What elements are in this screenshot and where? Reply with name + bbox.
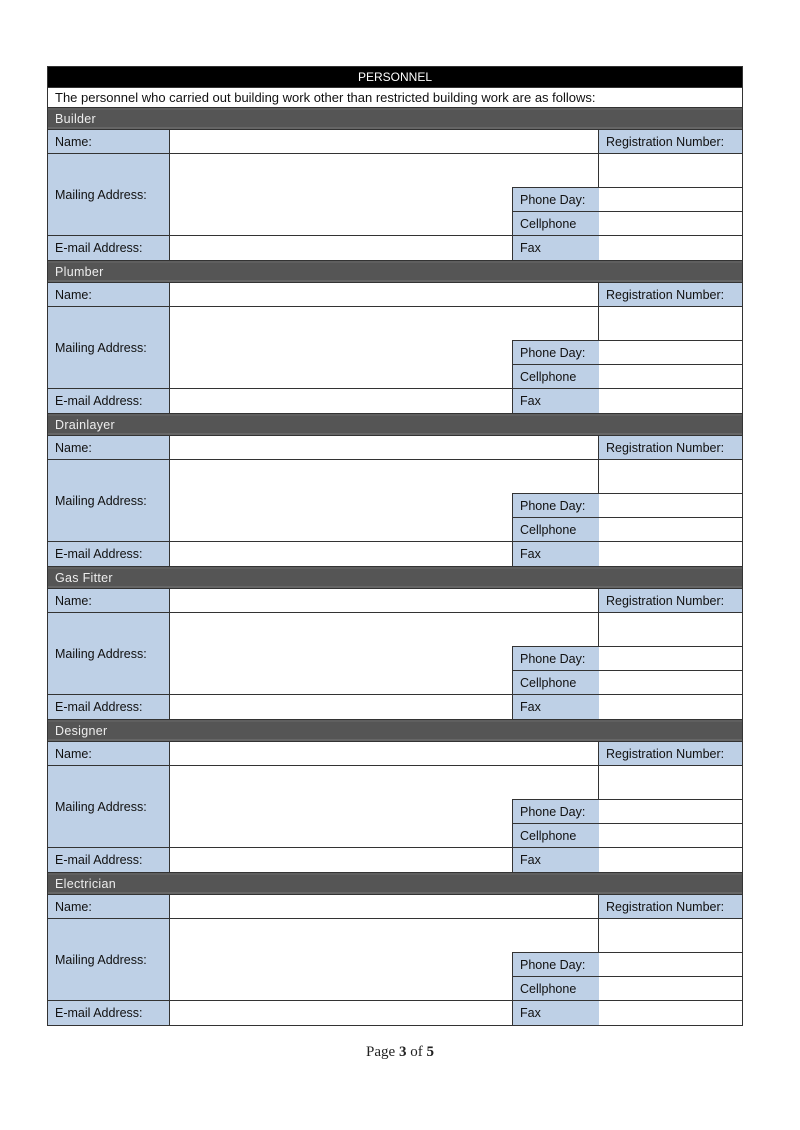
cellphone-label: Cellphone xyxy=(512,212,600,236)
fax-label: Fax xyxy=(513,848,600,873)
email-field[interactable] xyxy=(170,1001,513,1026)
email-field[interactable] xyxy=(170,695,513,720)
email-label: E-mail Address: xyxy=(48,695,170,720)
personnel-section xyxy=(48,567,742,720)
name-field[interactable] xyxy=(170,589,599,613)
phone-day-label: Phone Day: xyxy=(512,952,600,977)
mailing-address-label: Mailing Address: xyxy=(48,154,170,236)
phone-day-label: Phone Day: xyxy=(512,340,600,365)
total-pages: 5 xyxy=(426,1044,434,1060)
email-label: E-mail Address: xyxy=(48,389,170,414)
cellphone-field[interactable] xyxy=(599,671,742,695)
mailing-address-label: Mailing Address: xyxy=(48,307,170,389)
section-header: Plumber xyxy=(48,261,742,283)
cellphone-field[interactable] xyxy=(599,518,742,542)
fax-field[interactable] xyxy=(599,848,742,873)
form-intro: The personnel who carried out building work other than restricted building work are as follows: xyxy=(48,88,742,108)
name-label: Name: xyxy=(48,130,170,154)
registration-number-field[interactable] xyxy=(599,919,742,953)
cellphone-field[interactable] xyxy=(599,824,742,848)
registration-label: Registration Number: xyxy=(599,283,742,307)
cellphone-field[interactable] xyxy=(599,365,742,389)
personnel-section xyxy=(48,108,742,261)
personnel-section xyxy=(48,873,742,1026)
cellphone-label: Cellphone xyxy=(512,977,600,1001)
email-label: E-mail Address: xyxy=(48,236,170,261)
name-label: Name: xyxy=(48,742,170,766)
email-field[interactable] xyxy=(170,542,513,567)
name-label: Name: xyxy=(48,436,170,460)
cellphone-label: Cellphone xyxy=(512,518,600,542)
phone-day-field[interactable] xyxy=(599,188,742,212)
of-word: of xyxy=(410,1044,423,1060)
fax-label: Fax xyxy=(513,695,600,720)
cellphone-label: Cellphone xyxy=(512,365,600,389)
registration-number-field[interactable] xyxy=(599,154,742,188)
registration-number-field[interactable] xyxy=(599,307,742,341)
registration-label: Registration Number: xyxy=(599,742,742,766)
mailing-address-field[interactable] xyxy=(170,154,513,236)
section-header: Builder xyxy=(48,108,742,130)
registration-label: Registration Number: xyxy=(599,589,742,613)
personnel-section xyxy=(48,414,742,567)
section-header: Drainlayer xyxy=(48,414,742,436)
registration-number-field[interactable] xyxy=(599,766,742,800)
mailing-address-field-ext[interactable] xyxy=(513,766,599,800)
phone-day-field[interactable] xyxy=(599,953,742,977)
section-header: Gas Fitter xyxy=(48,567,742,589)
page-word: Page xyxy=(366,1044,396,1060)
mailing-address-field[interactable] xyxy=(170,766,513,848)
registration-label: Registration Number: xyxy=(599,436,742,460)
phone-day-field[interactable] xyxy=(599,647,742,671)
cellphone-label: Cellphone xyxy=(512,671,600,695)
phone-day-field[interactable] xyxy=(599,341,742,365)
email-label: E-mail Address: xyxy=(48,1001,170,1026)
registration-label: Registration Number: xyxy=(599,895,742,919)
registration-number-field[interactable] xyxy=(599,613,742,647)
personnel-section xyxy=(48,720,742,873)
phone-day-label: Phone Day: xyxy=(512,646,600,671)
section-header: Designer xyxy=(48,720,742,742)
fax-label: Fax xyxy=(513,236,600,261)
email-field[interactable] xyxy=(170,236,513,261)
personnel-section xyxy=(48,261,742,414)
section-header: Electrician xyxy=(48,873,742,895)
cellphone-field[interactable] xyxy=(599,977,742,1001)
fax-label: Fax xyxy=(513,542,600,567)
current-page: 3 xyxy=(398,1044,407,1060)
name-label: Name: xyxy=(48,589,170,613)
name-field[interactable] xyxy=(170,283,599,307)
mailing-address-field-ext[interactable] xyxy=(513,613,599,647)
name-label: Name: xyxy=(48,283,170,307)
mailing-address-field[interactable] xyxy=(170,613,513,695)
fax-field[interactable] xyxy=(599,1001,742,1026)
form-title: PERSONNEL xyxy=(48,67,742,88)
name-field[interactable] xyxy=(170,130,599,154)
mailing-address-field[interactable] xyxy=(170,460,513,542)
mailing-address-field[interactable] xyxy=(170,307,513,389)
phone-day-field[interactable] xyxy=(599,800,742,824)
page-footer xyxy=(0,1044,800,1061)
mailing-address-field-ext[interactable] xyxy=(513,154,599,188)
cellphone-field[interactable] xyxy=(599,212,742,236)
name-field[interactable] xyxy=(170,742,599,766)
name-field[interactable] xyxy=(170,436,599,460)
phone-day-label: Phone Day: xyxy=(512,799,600,824)
mailing-address-label: Mailing Address: xyxy=(48,919,170,1001)
registration-label: Registration Number: xyxy=(599,130,742,154)
email-field[interactable] xyxy=(170,848,513,873)
name-label: Name: xyxy=(48,895,170,919)
fax-label: Fax xyxy=(513,1001,600,1026)
phone-day-field[interactable] xyxy=(599,494,742,518)
mailing-address-field-ext[interactable] xyxy=(513,460,599,494)
fax-field[interactable] xyxy=(599,236,742,261)
mailing-address-field-ext[interactable] xyxy=(513,919,599,953)
fax-field[interactable] xyxy=(599,695,742,720)
mailing-address-label: Mailing Address: xyxy=(48,613,170,695)
mailing-address-label: Mailing Address: xyxy=(48,460,170,542)
fax-label: Fax xyxy=(513,389,600,414)
mailing-address-label: Mailing Address: xyxy=(48,766,170,848)
mailing-address-field[interactable] xyxy=(170,919,513,1001)
fax-field[interactable] xyxy=(599,542,742,567)
email-label: E-mail Address: xyxy=(48,848,170,873)
email-label: E-mail Address: xyxy=(48,542,170,567)
phone-day-label: Phone Day: xyxy=(512,187,600,212)
fax-field[interactable] xyxy=(599,389,742,414)
name-field[interactable] xyxy=(170,895,599,919)
personnel-form xyxy=(47,66,743,1026)
cellphone-label: Cellphone xyxy=(512,824,600,848)
registration-number-field[interactable] xyxy=(599,460,742,494)
phone-day-label: Phone Day: xyxy=(512,493,600,518)
mailing-address-field-ext[interactable] xyxy=(513,307,599,341)
email-field[interactable] xyxy=(170,389,513,414)
